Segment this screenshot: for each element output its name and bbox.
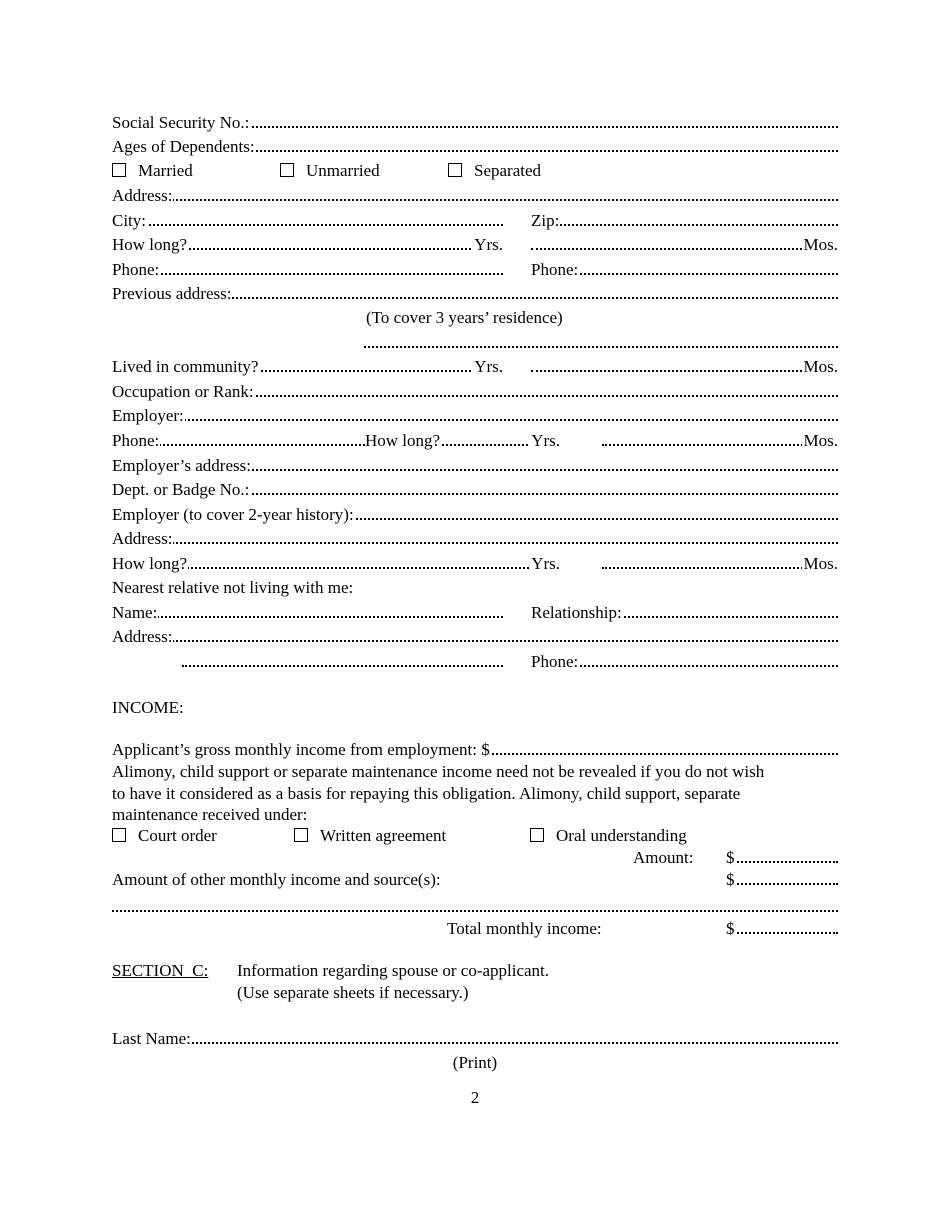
employer-history-label: Employer (to cover 2-year history):: [112, 505, 354, 524]
total-income-field[interactable]: [726, 919, 838, 939]
how-long-label: How long?: [112, 235, 188, 254]
occupation-label: Occupation or Rank:: [112, 382, 254, 401]
page-number: 2: [470, 1088, 480, 1107]
yrs-label: Yrs.: [531, 431, 560, 450]
city-field[interactable]: [112, 211, 503, 231]
address-label: Address:: [112, 186, 173, 205]
previous-address-line-2[interactable]: [364, 333, 838, 353]
yrs-label: Yrs.: [531, 554, 560, 573]
employer-field[interactable]: [112, 406, 838, 426]
last-name-label: Last Name:: [112, 1029, 191, 1048]
employer-label: Employer:: [112, 406, 184, 425]
address-label: Address:: [112, 627, 173, 646]
address-label: Address:: [112, 529, 173, 548]
city-label: City:: [112, 211, 147, 230]
community-years-field[interactable]: [112, 357, 503, 377]
employer-phone-field[interactable]: [112, 431, 365, 451]
previous-address-field[interactable]: [112, 284, 838, 304]
other-income-source-field[interactable]: [112, 897, 838, 917]
dollar-sign: $: [726, 870, 735, 889]
checkbox-icon[interactable]: [112, 163, 126, 177]
separated-label: Separated: [474, 161, 542, 180]
relative-phone-field[interactable]: [531, 652, 838, 672]
employment-months-field[interactable]: [602, 431, 838, 451]
checkbox-married[interactable]: [112, 161, 193, 181]
residence-months-field[interactable]: [531, 235, 838, 255]
how-long-label: How long?: [365, 431, 441, 450]
gross-income-label: Applicant’s gross monthly income from employment: $: [112, 740, 490, 759]
name-label: Name:: [112, 603, 158, 622]
phone-label: Phone:: [531, 652, 579, 671]
phone-field[interactable]: [112, 260, 503, 280]
mos-label: Mos.: [803, 431, 838, 450]
mos-label: Mos.: [803, 235, 838, 254]
mos-label: Mos.: [803, 554, 838, 573]
checkbox-court-order[interactable]: [112, 826, 217, 846]
checkbox-icon[interactable]: [280, 163, 294, 177]
print-note: (Print): [452, 1053, 498, 1072]
zip-field[interactable]: [531, 211, 838, 231]
occupation-field[interactable]: [112, 382, 838, 402]
checkbox-icon[interactable]: [448, 163, 462, 177]
employer2-address-field[interactable]: [112, 529, 838, 549]
phone-label: Phone:: [112, 431, 160, 450]
relative-address-line-2[interactable]: [182, 652, 503, 672]
residence-years-field[interactable]: [112, 235, 503, 255]
other-income-label: Amount of other monthly income and source(s):: [112, 870, 441, 889]
unmarried-label: Unmarried: [306, 161, 380, 180]
community-months-field[interactable]: [531, 357, 838, 377]
employer-history-field[interactable]: [112, 505, 838, 525]
employment-years-field[interactable]: [365, 431, 560, 451]
address-field[interactable]: [112, 186, 838, 206]
phone-field-2[interactable]: [531, 260, 838, 280]
income-note-line: Alimony, child support or separate maintenance income need not be revealed if you do not wish: [112, 762, 765, 781]
employer-address-field[interactable]: [112, 456, 838, 476]
employer2-years-field[interactable]: [112, 554, 560, 574]
section-c-title: Information regarding spouse or co-applicant.: [237, 961, 550, 980]
relative-name-field[interactable]: [112, 603, 503, 623]
dept-badge-field[interactable]: [112, 480, 838, 500]
employer-address-label: Employer’s address:: [112, 456, 251, 475]
total-income-label: Total monthly income:: [447, 919, 602, 938]
checkbox-icon[interactable]: [112, 828, 126, 842]
dollar-sign: $: [726, 848, 735, 867]
written-agreement-label: Written agreement: [320, 826, 447, 845]
last-name-field[interactable]: [112, 1029, 838, 1049]
dependents-label: Ages of Dependents:: [112, 137, 255, 156]
income-note-line: to have it considered as a basis for repaying this obligation. Alimony, child support, separate: [112, 784, 741, 803]
gross-income-field[interactable]: [112, 740, 838, 760]
other-income-amount-field[interactable]: [726, 870, 838, 890]
checkbox-separated[interactable]: [448, 161, 541, 181]
yrs-label: Yrs.: [474, 357, 503, 376]
relationship-field[interactable]: [531, 603, 838, 623]
income-heading: INCOME:: [112, 698, 184, 717]
oral-understanding-label: Oral understanding: [556, 826, 687, 845]
mos-label: Mos.: [803, 357, 838, 376]
phone-label-2: Phone:: [531, 260, 579, 279]
court-order-label: Court order: [138, 826, 217, 845]
cover-note: (To cover 3 years’ residence): [366, 308, 563, 327]
section-c-label: SECTION C:: [112, 961, 209, 980]
married-label: Married: [138, 161, 193, 180]
support-amount-field[interactable]: [726, 848, 838, 868]
checkbox-icon[interactable]: [294, 828, 308, 842]
lived-label: Lived in community?: [112, 357, 259, 376]
dependents-field[interactable]: [112, 137, 838, 157]
income-note-line: maintenance received under:: [112, 805, 308, 824]
amount-label: Amount:: [633, 848, 694, 867]
nearest-relative-label: Nearest relative not living with me:: [112, 578, 354, 597]
relationship-label: Relationship:: [531, 603, 622, 622]
phone-label: Phone:: [112, 260, 160, 279]
relative-address-field[interactable]: [112, 627, 838, 647]
previous-address-label: Previous address:: [112, 284, 232, 303]
how-long-label: How long?: [112, 554, 188, 573]
zip-label: Zip:: [531, 211, 560, 230]
checkbox-icon[interactable]: [530, 828, 544, 842]
yrs-label: Yrs.: [474, 235, 503, 254]
section-c-subtitle: (Use separate sheets if necessary.): [237, 983, 469, 1002]
checkbox-written-agreement[interactable]: [294, 826, 446, 846]
employer2-months-field[interactable]: [602, 554, 838, 574]
dept-label: Dept. or Badge No.:: [112, 480, 250, 499]
ssn-label: Social Security No.:: [112, 113, 250, 132]
checkbox-oral-understanding[interactable]: [530, 826, 687, 846]
checkbox-unmarried[interactable]: [280, 161, 380, 181]
ssn-field[interactable]: [112, 113, 838, 133]
dollar-sign: $: [726, 919, 735, 938]
